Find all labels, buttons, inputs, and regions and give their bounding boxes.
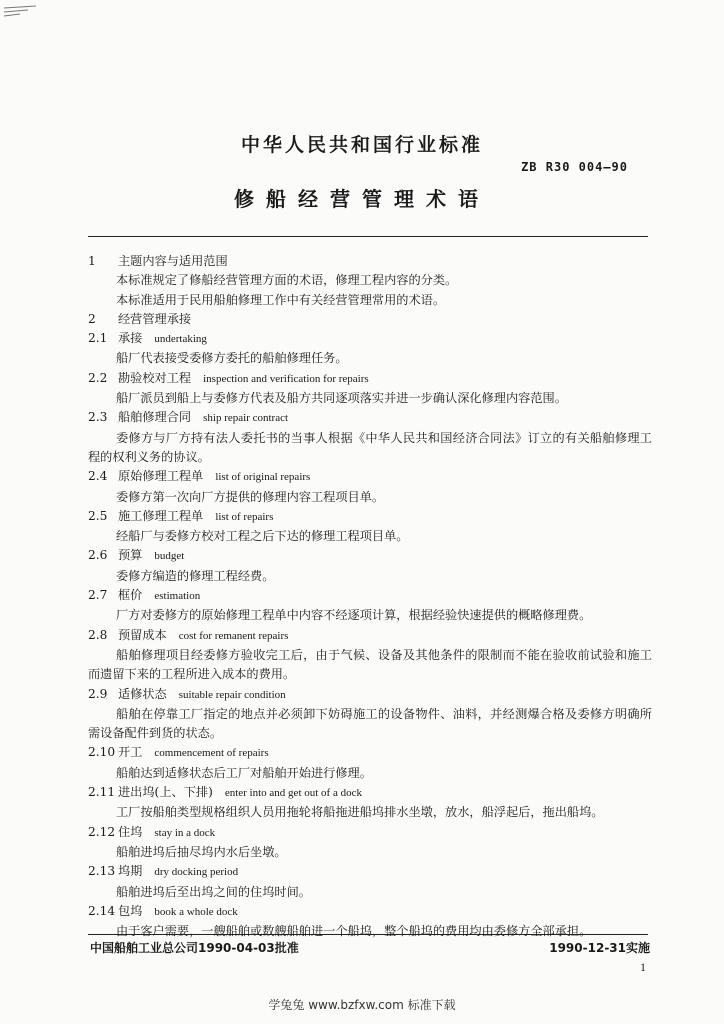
term-definition: 船舶在停靠工厂指定的地点并必须卸下妨碍施工的设备物件、油料，并经测爆合格及委修方明确所需设备配件到货的状态。 — [88, 706, 652, 741]
term-chinese: 原始修理工程单 — [118, 469, 204, 484]
term-english: dry docking period — [154, 866, 239, 879]
term-number: 2.11 — [88, 785, 116, 800]
term-definition: 船舶进坞后至出坞之间的住坞时间。 — [116, 884, 311, 899]
section-heading: 1 主题内容与适用范围 — [88, 254, 228, 268]
term-english: budget — [154, 550, 185, 563]
term-number: 2.2 — [88, 370, 108, 385]
term-definition: 委修方编造的修理工程经费。 — [116, 568, 275, 583]
term-chinese: 适修状态 — [118, 686, 167, 701]
term-heading — [88, 467, 652, 487]
document-title: 修船经营管理术语 — [234, 187, 490, 211]
term-heading — [88, 862, 652, 882]
document-body — [88, 252, 652, 941]
term-english: enter into and get out of a dock — [224, 787, 362, 800]
term-english: estimation — [154, 590, 201, 603]
term-number: 2.1 — [88, 331, 108, 346]
term-chinese: 进出坞(上、下排) — [118, 785, 213, 800]
watermark-text: 学兔兔 www.bzfxw.com 标准下载 — [268, 998, 456, 1012]
standard-title: 中华人民共和国行业标准 — [240, 134, 483, 156]
term-heading — [88, 685, 652, 705]
header-divider — [88, 236, 648, 237]
intro-paragraph: 本标准规定了修船经营管理方面的术语，修理工程内容的分类。 — [116, 273, 458, 288]
term-heading — [88, 586, 652, 606]
term-number: 2.8 — [88, 627, 108, 642]
term-chinese: 承接 — [118, 331, 143, 346]
term-chinese: 坞期 — [118, 864, 143, 879]
term-heading — [88, 783, 652, 803]
intro-paragraph: 本标准适用于民用船舶修理工作中有关经营管理常用的术语。 — [116, 292, 446, 307]
term-heading — [88, 743, 652, 763]
terms-list — [88, 329, 652, 941]
term-number: 2.4 — [88, 469, 108, 484]
term-definition: 工厂按船舶类型规格组织人员用拖轮将船拖进船坞排水坐墩，放水，船浮起后，拖出船坞。 — [116, 805, 604, 820]
term-heading — [88, 626, 652, 646]
term-english: suitable repair condition — [178, 688, 286, 701]
section-heading: 2 经营管理承接 — [88, 311, 192, 326]
term-chinese: 框价 — [118, 588, 143, 603]
term-english: list of repairs — [215, 510, 274, 523]
term-chinese: 住坞 — [118, 824, 143, 839]
footer-divider — [88, 934, 648, 935]
term-number: 2.5 — [88, 508, 108, 523]
term-english: cost for remanent repairs — [178, 629, 289, 642]
term-number: 2.3 — [88, 410, 108, 425]
term-definition: 委修方与厂方持有法人委托书的当事人根据《中华人民共和国经济合同法》订立的有关船舶修理工程的权利义务的协议。 — [88, 430, 652, 464]
term-english: book a whole dock — [154, 905, 238, 918]
term-heading — [88, 902, 652, 922]
term-english: commencement of repairs — [154, 747, 269, 760]
term-chinese: 预留成本 — [118, 627, 167, 642]
page-number: 1 — [640, 960, 646, 974]
approval-date: 中国船舶工业总公司1990-04-03批准 — [90, 941, 299, 955]
term-definition: 船舶达到适修状态后工厂对船舶开始进行修理。 — [116, 765, 372, 780]
term-chinese: 开工 — [118, 745, 143, 760]
term-definition: 经船厂与委修方校对工程之后下达的修理工程项目单。 — [116, 529, 409, 544]
term-definition: 由于客户需要，一艘船舶或数艘船舶进一个船坞，整个船坞的费用均由委修方全部承担。 — [116, 924, 592, 939]
term-english: inspection and verification for repairs — [203, 372, 369, 385]
term-number: 2.9 — [88, 686, 108, 701]
term-number: 2.14 — [88, 903, 116, 918]
term-definition: 船舶进坞后抽尽坞内水后坐墩。 — [116, 844, 287, 859]
term-number: 2.7 — [88, 588, 108, 603]
term-heading — [88, 823, 652, 843]
standard-code: ZB R30 004—90 — [521, 160, 628, 174]
term-english: undertaking — [154, 333, 207, 346]
term-english: list of original repairs — [215, 471, 311, 484]
term-definition: 厂方对委修方的原始修理工程单中内容不经逐项计算，根据经验快速提供的概略修理费。 — [116, 608, 592, 623]
term-chinese: 勘验校对工程 — [118, 370, 192, 385]
term-heading — [88, 329, 652, 349]
effective-date: 1990-12-31实施 — [549, 941, 650, 955]
term-chinese: 包坞 — [118, 903, 143, 918]
term-number: 2.12 — [88, 824, 116, 839]
term-chinese: 船舶修理合同 — [118, 410, 192, 425]
term-definition: 船舶修理项目经委修方验收完工后，由于气候、设备及其他条件的限制而不能在验收前试验和施工而遗留下来的工程所进入成本的费用。 — [88, 647, 652, 682]
term-heading — [88, 507, 652, 527]
term-number: 2.6 — [88, 548, 108, 563]
scan-corner-mark — [2, 4, 42, 34]
term-definition: 船厂代表接受委修方委托的船舶修理任务。 — [116, 351, 348, 366]
term-chinese: 预算 — [118, 548, 143, 563]
term-number: 2.13 — [88, 864, 116, 879]
term-heading — [88, 408, 652, 428]
term-number: 2.10 — [88, 745, 116, 760]
term-english: stay in a dock — [154, 826, 216, 839]
term-chinese: 施工修理工程单 — [118, 508, 204, 523]
term-english: ship repair contract — [203, 412, 289, 425]
term-heading — [88, 546, 652, 566]
term-definition: 船厂派员到船上与委修方代表及船方共同逐项落实并进一步确认深化修理内容范围。 — [116, 391, 567, 406]
term-heading — [88, 369, 652, 389]
term-definition: 委修方第一次向厂方提供的修理内容工程项目单。 — [116, 489, 385, 504]
